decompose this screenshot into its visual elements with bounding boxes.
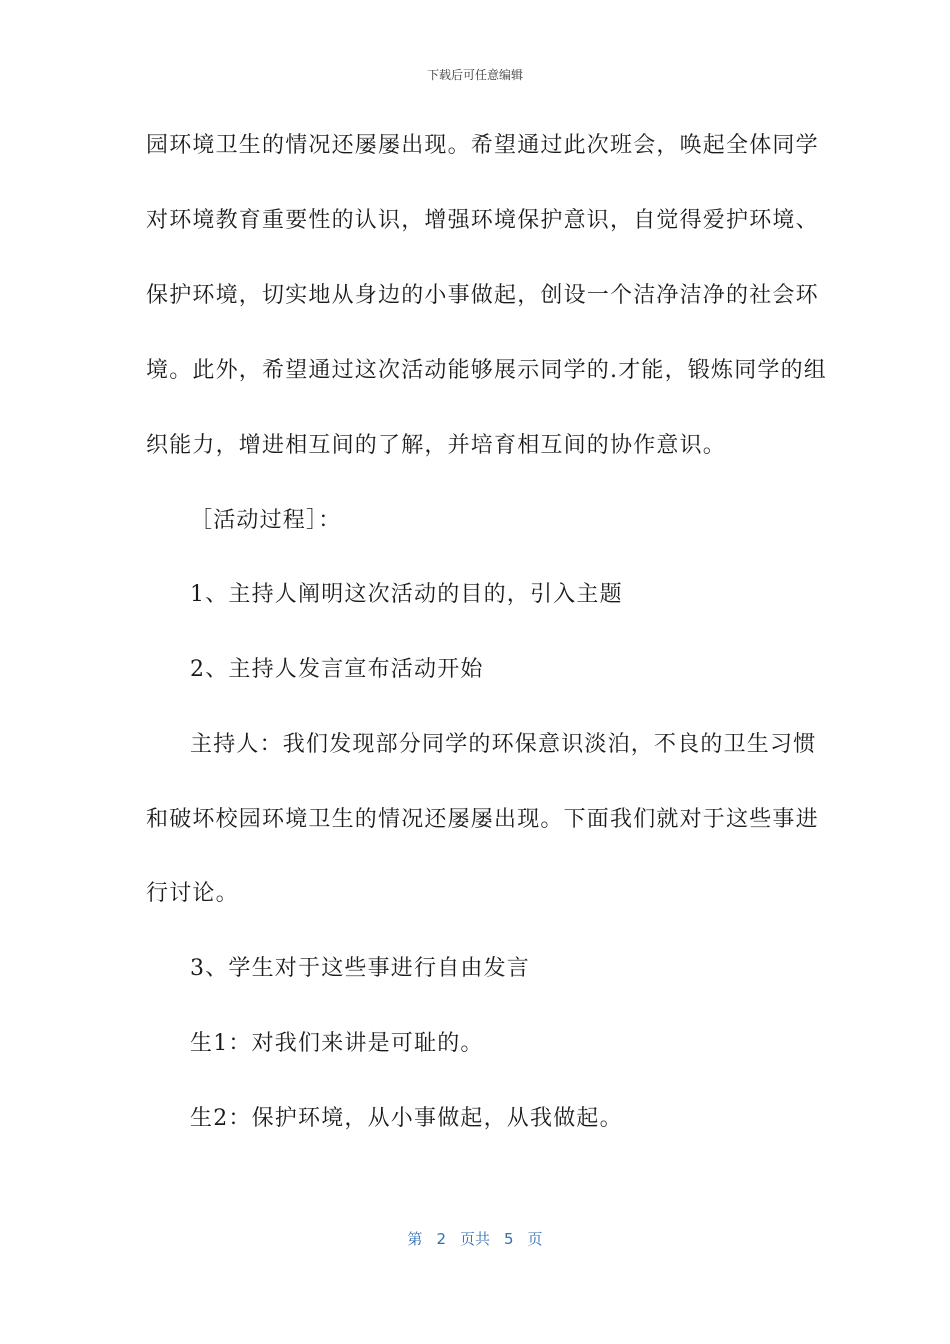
section-heading: ［活动过程］：: [190, 508, 342, 533]
list-item: 2、主持人发言宣布活动开始: [190, 657, 484, 682]
list-item: 3、学生对于这些事进行自由发言: [190, 956, 530, 981]
page-header: 下载后可任意编辑: [426, 68, 523, 82]
total-pages-number: 5: [504, 1230, 514, 1248]
body-line: 生1：对我们来讲是可耻的。: [190, 1031, 484, 1056]
footer-prefix: 第: [407, 1230, 423, 1248]
body-line: 和破坏校园环境卫生的情况还屡屡出现。下面我们就对于这些事进: [146, 807, 819, 832]
body-line: 主持人：我们发现部分同学的环保意识淡泊，不良的卫生习惯: [190, 732, 817, 757]
list-item: 1、主持人阐明这次活动的目的，引入主题: [190, 582, 623, 607]
footer-middle: 页共: [459, 1230, 490, 1248]
footer-suffix: 页: [527, 1230, 543, 1248]
body-line: 对环境教育重要性的认识，增强环境保护意识，自觉得爱护环境、: [146, 208, 819, 233]
body-line: 行讨论。: [146, 881, 239, 906]
body-line: 境。此外，希望通过这次活动能够展示同学的.才能，锻炼同学的组: [146, 358, 827, 383]
body-line: 生2：保护环境，从小事做起，从我做起。: [190, 1106, 623, 1131]
body-line: 保护环境，切实地从身边的小事做起，创设一个洁净洁净的社会环: [146, 283, 819, 308]
page-footer: [0, 1228, 950, 1249]
body-line: 园环境卫生的情况还屡屡出现。希望通过此次班会，唤起全体同学: [146, 133, 819, 158]
body-line: 织能力，增进相互间的了解，并培育相互间的协作意识。: [146, 433, 727, 458]
current-page-number: 2: [436, 1230, 446, 1248]
